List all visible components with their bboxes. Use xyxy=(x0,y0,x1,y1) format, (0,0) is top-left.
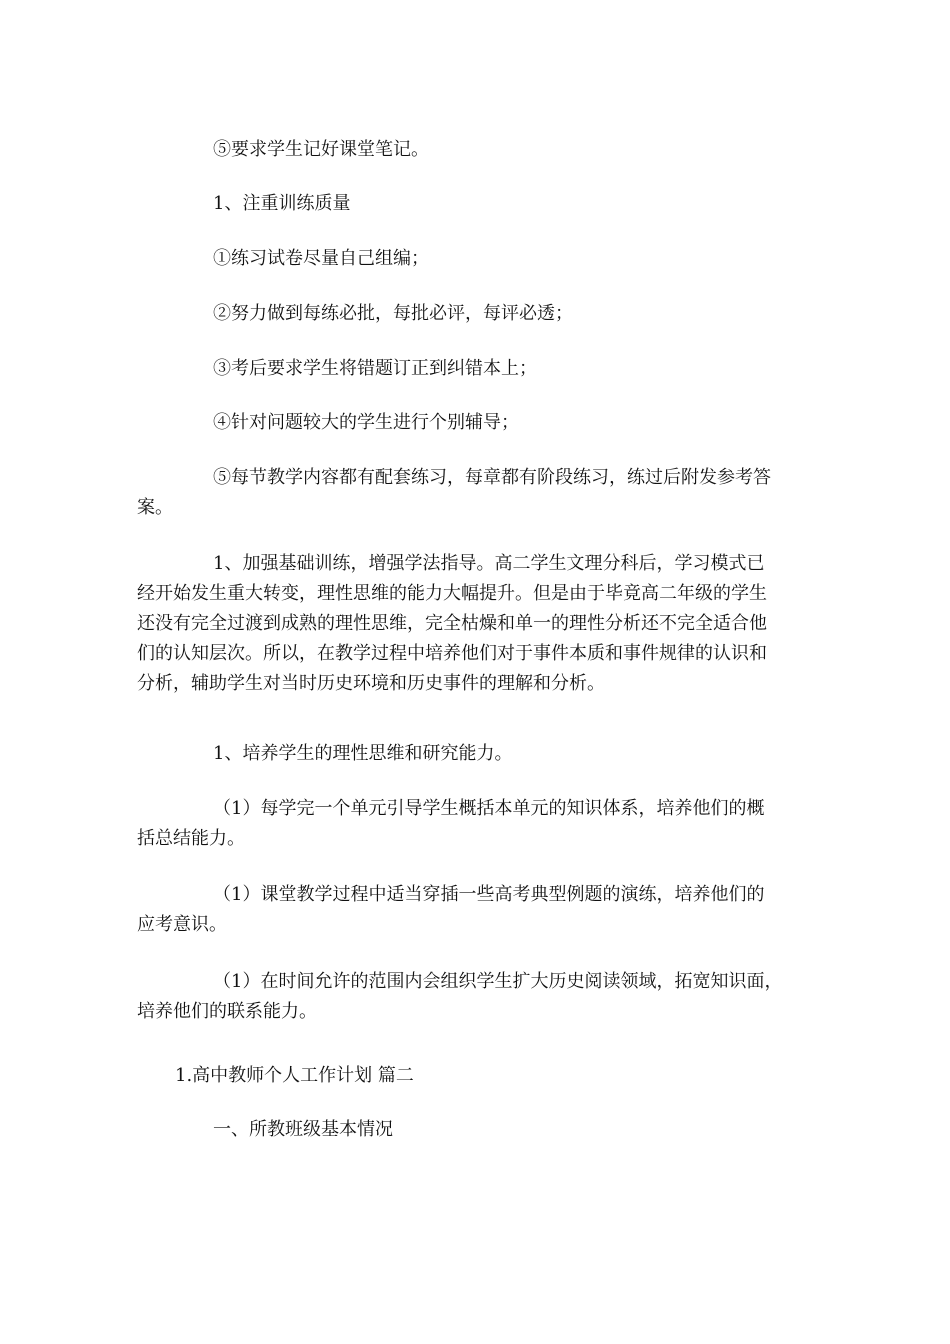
paragraph-training-quality-heading xyxy=(213,189,350,219)
text-line: 还没有完全过渡到成熟的理性思维，完全枯燥和单一的理性分析还不完全适合他 xyxy=(137,613,767,634)
text-line: 括总结能力。 xyxy=(137,828,245,849)
text-line: （1）每学完一个单元引导学生概括本单元的知识体系，培养他们的概 xyxy=(213,798,765,819)
text-line: 1、注重训练质量 xyxy=(213,193,351,214)
text-line: 们的认知层次。所以，在教学过程中培养他们对于事件本质和事件规律的认识和 xyxy=(137,643,767,664)
paragraph-note-taking xyxy=(213,135,429,165)
text-line: 培养他们的联系能力。 xyxy=(137,1001,317,1022)
paragraph-error-correction xyxy=(213,354,537,384)
text-line: （1）在时间允许的范围内会组织学生扩大历史阅读领域，拓宽知识面， xyxy=(213,971,783,992)
text-line: 1.高中教师个人工作计划 篇二 xyxy=(175,1065,414,1086)
paragraph-unit-summary xyxy=(137,794,817,854)
text-line: 案。 xyxy=(137,497,173,518)
paragraph-exam-practice xyxy=(137,880,817,940)
section-heading-part-two xyxy=(175,1061,414,1091)
text-line: 分析，辅助学生对当时历史环境和历史事件的理解和分析。 xyxy=(137,673,605,694)
text-line: ②努力做到每练必批，每批必评，每评必透； xyxy=(213,303,573,324)
text-line: ⑤每节教学内容都有配套练习，每章都有阶段练习，练过后附发参考答 xyxy=(213,467,771,488)
paragraph-foundation-training xyxy=(137,549,817,699)
text-line: 1、加强基础训练，增强学法指导。高二学生文理分科后，学习模式已 xyxy=(213,553,765,574)
text-line: ③考后要求学生将错题订正到纠错本上； xyxy=(213,358,537,379)
text-line: ①练习试卷尽量自己组编； xyxy=(213,248,429,269)
paragraph-grading xyxy=(213,299,573,329)
paragraph-tutoring xyxy=(213,408,519,438)
text-line: 经开始发生重大转变，理性思维的能力大幅提升。但是由于毕竟高二年级的学生 xyxy=(137,583,767,604)
text-line: 一、所教班级基本情况 xyxy=(213,1119,393,1140)
section-heading-class-overview xyxy=(213,1115,393,1145)
text-line: ④针对问题较大的学生进行个别辅导； xyxy=(213,412,519,433)
paragraph-exam-papers xyxy=(213,244,429,274)
text-line: ⑤要求学生记好课堂笔记。 xyxy=(213,139,429,160)
text-line: 应考意识。 xyxy=(137,914,227,935)
paragraph-reading-expansion xyxy=(137,967,827,1027)
text-line: 1、培养学生的理性思维和研究能力。 xyxy=(213,743,513,764)
paragraph-exercises xyxy=(137,463,817,523)
paragraph-rational-thinking xyxy=(213,739,512,769)
text-line: （1）课堂教学过程中适当穿插一些高考典型例题的演练，培养他们的 xyxy=(213,884,765,905)
